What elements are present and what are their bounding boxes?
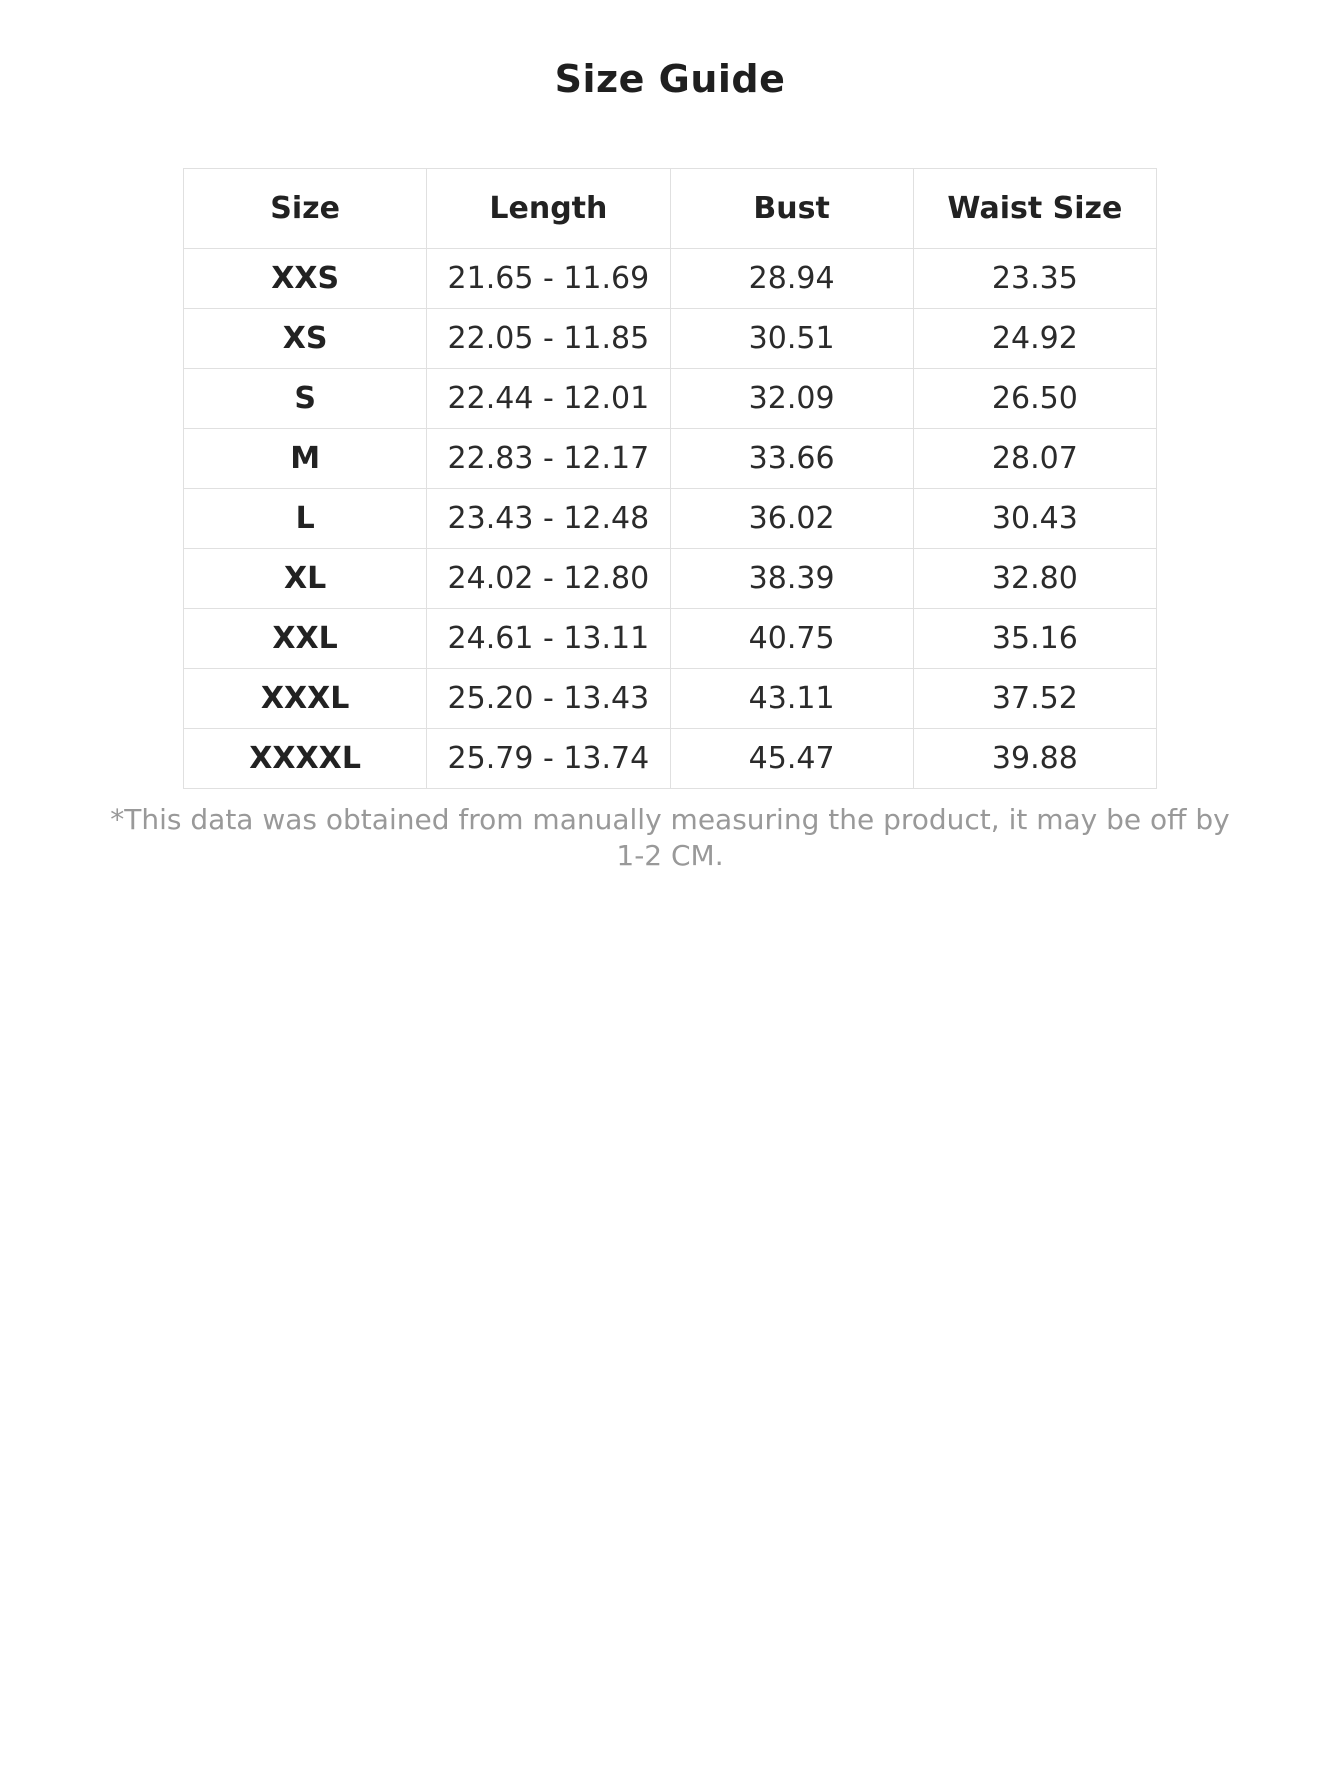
cell-bust: 45.47 (670, 728, 913, 788)
cell-length: 25.20 - 13.43 (427, 668, 670, 728)
table-row-xl (184, 548, 1157, 608)
table-header (184, 168, 1157, 248)
cell-bust: 36.02 (670, 488, 913, 548)
table-row-m (184, 428, 1157, 488)
size-guide-section (100, 0, 1240, 875)
cell-waist: 35.16 (913, 608, 1156, 668)
page-title: Size Guide (554, 57, 786, 101)
cell-length: 23.43 - 12.48 (427, 488, 670, 548)
table-body (184, 248, 1157, 788)
cell-length: 24.61 - 13.11 (427, 608, 670, 668)
cell-length: 24.02 - 12.80 (427, 548, 670, 608)
column-header-size: Size (184, 168, 427, 248)
cell-size: XXL (184, 608, 427, 668)
cell-length: 21.65 - 11.69 (427, 248, 670, 308)
table-row-xxs (184, 248, 1157, 308)
cell-size: XS (184, 308, 427, 368)
cell-waist: 28.07 (913, 428, 1156, 488)
cell-bust: 43.11 (670, 668, 913, 728)
cell-size: XXXXL (184, 728, 427, 788)
cell-waist: 23.35 (913, 248, 1156, 308)
table-row-xs (184, 308, 1157, 368)
cell-waist: 37.52 (913, 668, 1156, 728)
cell-bust: 33.66 (670, 428, 913, 488)
cell-bust: 40.75 (670, 608, 913, 668)
cell-length: 25.79 - 13.74 (427, 728, 670, 788)
cell-waist: 32.80 (913, 548, 1156, 608)
measurement-disclaimer: *This data was obtained from manually measuring the product, it may be off by 1-2 CM. (110, 802, 1230, 873)
cell-waist: 39.88 (913, 728, 1156, 788)
cell-size: M (184, 428, 427, 488)
cell-size: XXXL (184, 668, 427, 728)
table-row-xxl (184, 608, 1157, 668)
cell-size: L (184, 488, 427, 548)
cell-bust: 30.51 (670, 308, 913, 368)
cell-length: 22.44 - 12.01 (427, 368, 670, 428)
cell-waist: 30.43 (913, 488, 1156, 548)
column-header-waist: Waist Size (913, 168, 1156, 248)
size-guide-table (183, 168, 1157, 789)
cell-size: XL (184, 548, 427, 608)
cell-waist: 26.50 (913, 368, 1156, 428)
cell-size: S (184, 368, 427, 428)
cell-bust: 32.09 (670, 368, 913, 428)
column-header-length: Length (427, 168, 670, 248)
cell-bust: 38.39 (670, 548, 913, 608)
cell-bust: 28.94 (670, 248, 913, 308)
column-header-bust: Bust (670, 168, 913, 248)
table-header-row (184, 168, 1157, 248)
cell-size: XXS (184, 248, 427, 308)
table-row-l (184, 488, 1157, 548)
cell-length: 22.83 - 12.17 (427, 428, 670, 488)
cell-waist: 24.92 (913, 308, 1156, 368)
table-row-s (184, 368, 1157, 428)
cell-length: 22.05 - 11.85 (427, 308, 670, 368)
table-row-xxxl (184, 668, 1157, 728)
table-row-xxxxl (184, 728, 1157, 788)
